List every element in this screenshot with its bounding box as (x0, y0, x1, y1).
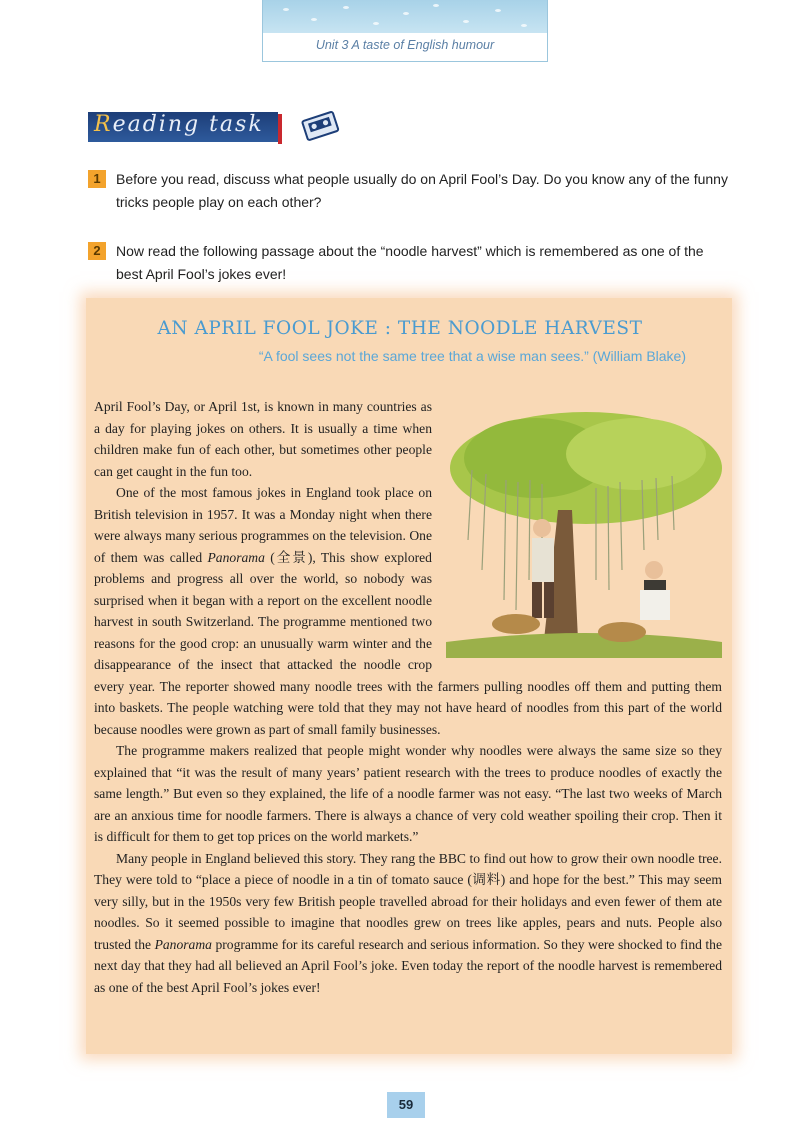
unit-header-tab (262, 0, 548, 62)
header-decoration (263, 0, 547, 33)
question-1 (88, 168, 728, 214)
noodle-harvest-illustration (446, 410, 722, 658)
question-2 (88, 240, 728, 286)
passage-body (94, 396, 722, 998)
paragraph-2: One of the most famous jokes in England took place on British television in 1957. It was a Monday night when there were always many serious programmes on the television. One of them was called Panorama (全景), This show explored problems and progress all over the world, so nobody was surprised when it began with a report on the excellent noodle harvest in south Switzerland. The programme mentioned two reasons for the good crop: an unusually warm winter and the disappearance of the insect that attacked the noodle crop every year. The reporter showed many noodle trees with the farmers pulling noodles off them and putting them into baskets. The people watching were told that they may not have heard of noodles from this part of the world because noodles were grown as part of small family businesses. (94, 485, 722, 737)
cassette-icon (300, 108, 340, 142)
question-text: Now read the following passage about the “noodle harvest” which is remembered as one of the best April Fool’s jokes ever! (116, 243, 704, 282)
paragraph-3: The programme makers realized that people might wonder why noodles were always the same size so they explained that “it was the result of many years’ patient research with the trees to produce noodles of exactly the same length.” But even so they explained, the life of a noodle farmer was not easy. “The last two weeks of March are an anxious time for noodle farmers. There is always a chance of very cold weather spoiling their crop. Then it is difficult for them to get top prices on the world markets.” (94, 743, 722, 844)
passage-quote: “A fool sees not the same tree that a wise man sees.” (William Blake) (258, 348, 686, 364)
reading-task-label: Reading task (94, 112, 264, 137)
passage-title: AN APRIL FOOL JOKE : THE NOODLE HARVEST (157, 318, 643, 339)
paragraph-1: April Fool’s Day, or April 1st, is known in many countries as a day for playing jokes on others. It is usually a time when children make fun of each other, but sometimes other people can get caught in the fun too. (94, 399, 432, 479)
page-number: 59 (387, 1092, 425, 1118)
question-number-badge: 2 (88, 242, 106, 260)
question-number-badge: 1 (88, 170, 106, 188)
paragraph-4: Many people in England believed this story. They rang the BBC to find out how to grow their own noodle tree. They were told to “place a piece of noodle in a tin of tomato sauce (调料) and hope for the best.” This may seem very silly, but in the 1950s very few British people travelled abroad for their holidays and even fewer of them ate noodles. So it seemed possible to imagine that noodles grew on trees like apples, pears and nuts. People also trusted the Panorama programme for its careful research and serious information. So they were shocked to find the next day that they had all believed an April Fool’s joke. Even today the report of the noodle harvest is remembered as one of the best April Fool’s jokes ever! (94, 850, 722, 995)
unit-title: Unit 3 A taste of English humour (315, 38, 495, 52)
question-text: Before you read, discuss what people usually do on April Fool’s Day. Do you know any of the funny tricks people play on each other? (116, 171, 728, 210)
